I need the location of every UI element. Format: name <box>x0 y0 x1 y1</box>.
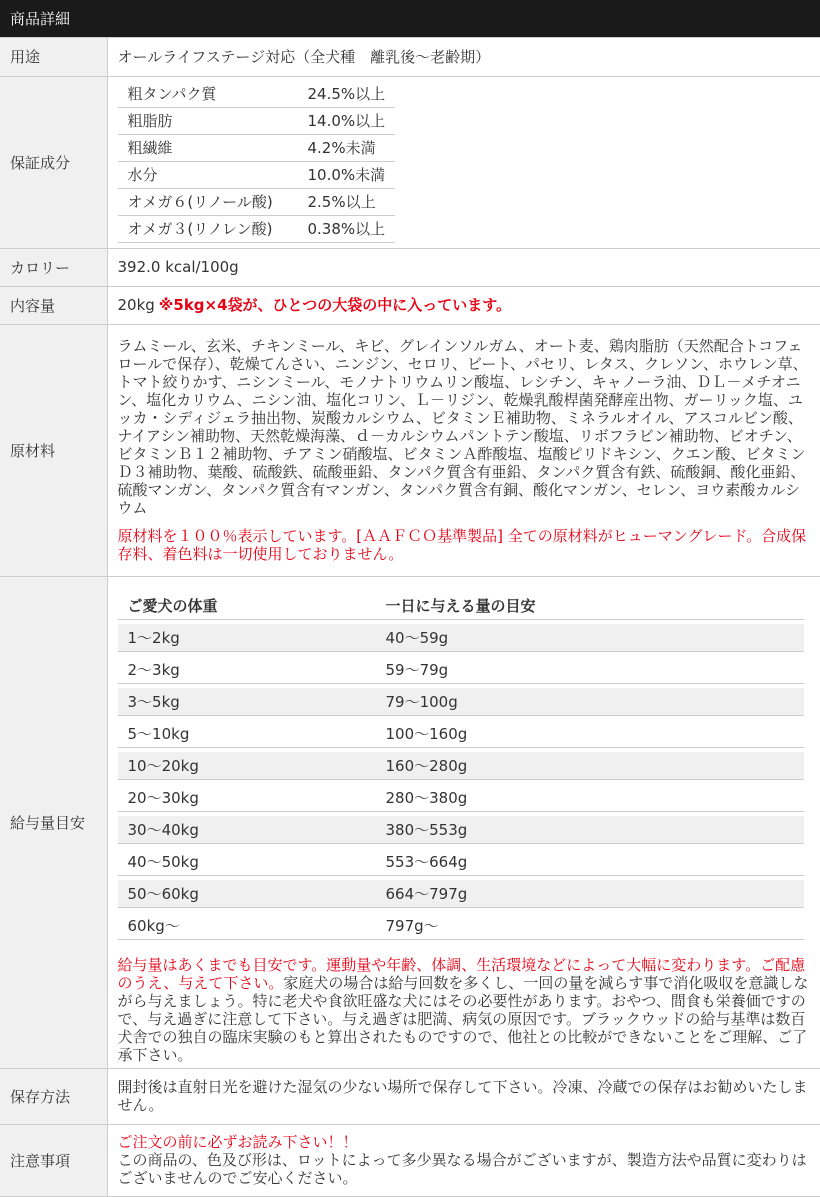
table-row: 10～20kg 160～280g <box>118 752 804 780</box>
content-cell <box>107 286 820 324</box>
content-label: 内容量 <box>0 286 107 324</box>
table-row: 5～10kg 100～160g <box>118 720 804 748</box>
product-spec-table <box>0 38 820 1197</box>
ingredients-text: ラムミール、玄米、チキンミール、キビ、グレインソルガム、オート麦、鶏肉脂肪（天然配合トコフェロールで保存）、乾燥てんさい、ニンジン、セロリ、ビート、パセリ、レタス、クレソン、ホウレン草、トマト絞りかす、ニシンミール、モノナトリウムリン酸塩、レシチン、キャノーラ油、ＤＬ－メチオニン、塩化カリウム、ニシン油、塩化コリン、Ｌ－リジン、乾燥乳酸桿菌発酵産出物、ガーリック塩、ユッカ・シディジェラ抽出物、炭酸カルシウム、ビタミンＥ補助物、ミネラルオイル、アスコルビン酸、ナイアシン補助物、天然乾燥海藻、ｄ－カルシウムパントテン酸塩、リボフラビン補助物、ビオチン、ビタミンＢ１２補助物、チアミン硝酸塩、ビタミンＡ酢酸塩、塩酸ピリドキシン、クエン酸、ビタミンＤ３補助物、葉酸、硫酸鉄、硫酸亜鉛、タンパク質含有亜鉛、タンパク質含有鉄、硫酸銅、酸化亜鉛、硫酸マンガン、タンパク質含有マンガン、タンパク質含有銅、酸化マンガン、セレン、ヨウ素酸カルシウム <box>117 337 808 517</box>
row-feeding <box>0 576 820 1068</box>
table-row: 1～2kg 40～59g <box>118 624 804 652</box>
feeding-label: 給与量目安 <box>0 576 107 1068</box>
feeding-table <box>118 588 804 944</box>
analysis-item: 粗タンパク質 24.5%以上 <box>118 81 396 108</box>
analysis-item: オメガ３(リノレン酸) 0.38%以上 <box>118 216 396 243</box>
row-storage <box>0 1068 820 1124</box>
ingredients-note: 原材料を１００％表示しています。[ＡＡＦＣＯ基準製品] 全ての原材料がヒューマングレード。合成保存料、着色料は一切使用しておりません。 <box>117 527 807 563</box>
feeding-col-amount: 一日に与える量の目安 <box>376 592 804 620</box>
content-note: ※5kg×4袋が、ひとつの大袋の中に入っています。 <box>158 296 512 314</box>
analysis-list <box>118 81 396 244</box>
table-row: 60kg～ 797g～ <box>118 912 804 940</box>
feeding-cell <box>107 576 820 1068</box>
row-analysis <box>0 76 820 248</box>
feeding-col-weight: ご愛犬の体重 <box>118 592 376 620</box>
analysis-item: 粗繊維 4.2%未満 <box>118 135 396 162</box>
analysis-item: 水分 10.0%未満 <box>118 162 396 189</box>
analysis-item: オメガ６(リノール酸) 2.5%以上 <box>118 189 396 216</box>
ingredients-cell <box>107 324 820 576</box>
feeding-note-text: 家庭犬の場合は給与回数を多くし、一回の量を減らす事で消化吸収を意識しながら与えましょう。特に老犬や食欲旺盛な犬にはその必要性があります。おやつ、間食も栄養価ですので、与え過ぎに注意して下さい。与え過ぎは肥満、病気の原因です。ブラックウッドの給与基準は数百犬舎での独自の臨床実験のもと算出されたものですので、他社との比較ができないことをご理解、ご了承下さい。 <box>117 974 809 1064</box>
row-caution <box>0 1124 820 1196</box>
usage-value: オールライフステージ対応（全犬種 離乳後～老齢期） <box>107 38 820 76</box>
calorie-value: 392.0 kcal/100g <box>107 248 820 286</box>
page-title: 商品詳細 <box>0 0 820 38</box>
table-row: 3～5kg 79～100g <box>118 688 804 716</box>
usage-label: 用途 <box>0 38 107 76</box>
row-content <box>0 286 820 324</box>
row-usage <box>0 38 820 76</box>
table-row: 2～3kg 59～79g <box>118 656 804 684</box>
analysis-cell <box>107 76 820 248</box>
row-ingredients <box>0 324 820 576</box>
feeding-header-row <box>118 592 804 620</box>
table-row: 20～30kg 280～380g <box>118 784 804 812</box>
analysis-label: 保証成分 <box>0 76 107 248</box>
storage-label: 保存方法 <box>0 1068 107 1124</box>
caution-text: この商品の、色及び形は、ロットによって多少異なる場合がございますが、製造方法や品質に変わりはございませんのでご安心ください。 <box>117 1151 807 1187</box>
analysis-item: 粗脂肪 14.0%以上 <box>118 108 396 135</box>
table-row: 30～40kg 380～553g <box>118 816 804 844</box>
feeding-note <box>118 956 811 1064</box>
caution-label: 注意事項 <box>0 1124 107 1196</box>
feeding-note-red: 給与量はあくまでも目安です。運動量や年齢、体調、生活環境などによって大幅に変わります。ご配慮のうえ、与えて下さい。 <box>117 956 806 992</box>
caution-warning: ご注文の前に必ずお読み下さい！！ <box>117 1133 358 1151</box>
ingredients-label: 原材料 <box>0 324 107 576</box>
calorie-label: カロリー <box>0 248 107 286</box>
table-row: 40～50kg 553～664g <box>118 848 804 876</box>
storage-value: 開封後は直射日光を避けた湿気の少ない場所で保存して下さい。冷凍、冷蔵での保存はお勧めいたしません。 <box>107 1068 820 1124</box>
table-row: 50～60kg 664～797g <box>118 880 804 908</box>
caution-cell <box>107 1124 820 1196</box>
content-amount: 20kg <box>117 296 155 314</box>
row-calorie <box>0 248 820 286</box>
